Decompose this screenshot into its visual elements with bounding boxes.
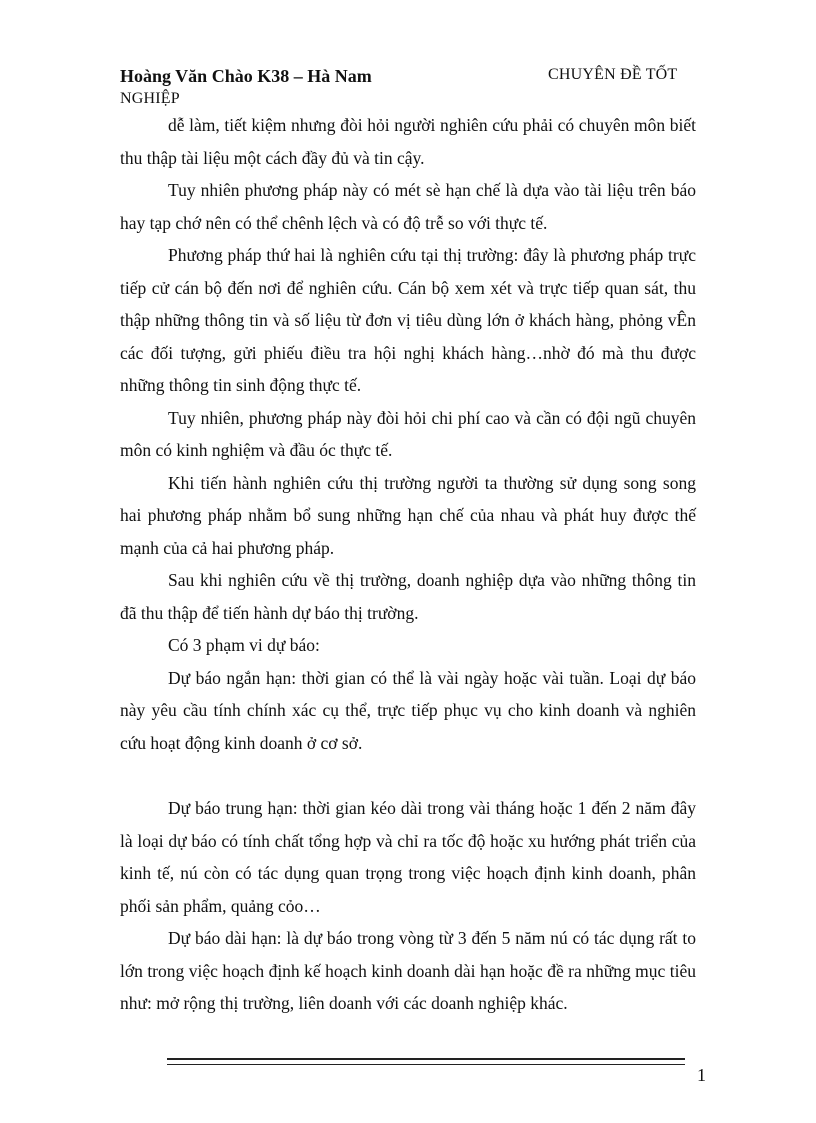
header-title-line-1: CHUYÊN ĐỀ TỐT bbox=[548, 66, 678, 83]
paragraph-medium-term: Dự báo trung hạn: thời gian kéo dài trong vài tháng hoặc 1 đến 2 năm đây là loại dự báo có tính chất tổng hợp và chỉ ra tốc độ hoặc xu hướng phát triển của kinh tế, nú còn có tác dụng quan trọng trong việc hoạch định kinh doanh, phân phối sản phẩm, quảng cỏo… bbox=[120, 798, 696, 916]
paragraph-gap bbox=[120, 759, 696, 792]
page-number: 1 bbox=[697, 1065, 706, 1085]
paragraph-forecasting: Sau khi nghiên cứu về thị trường, doanh nghiệp dựa vào những thông tin đã thu thập để tiến hành dự báo thị trường. bbox=[120, 570, 696, 623]
paragraph-long-term: Dự báo dài hạn: là dự báo trong vòng từ 3 đến 5 năm nú có tác dụng rất to lớn trong việc hoạch định kế hoạch kinh doanh dài hạn hoặc đề ra những mục tiêu như: mở rộng thị trường, liên doanh với các doanh nghiệp khác. bbox=[120, 928, 696, 1013]
paragraph-continuation: dễ làm, tiết kiệm nhưng đòi hỏi người nghiên cứu phải có chuyên môn biết thu thập tài liệu một cách đầy đủ và tin cậy. bbox=[120, 115, 696, 168]
document-body bbox=[120, 109, 696, 1020]
paragraph-limitation: Tuy nhiên phương pháp này có mét sè hạn chế là dựa vào tài liệu trên báo hay tạp chớ nên có thể chênh lệch và có độ trễ so với thực tế. bbox=[120, 180, 696, 233]
footer-double-rule bbox=[167, 1058, 685, 1065]
paragraph-forecast-scopes: Có 3 phạm vi dự báo: bbox=[168, 635, 320, 655]
paragraph-combined-methods: Khi tiến hành nghiên cứu thị trường người ta thường sử dụng song song hai phương pháp nhằm bổ sung những hạn chế của nhau và phát huy được thế mạnh của cả hai phương pháp. bbox=[120, 472, 696, 558]
header-title-line-2: NGHIỆP bbox=[120, 90, 180, 107]
header-author: Hoàng Văn Chào K38 – Hà Nam bbox=[120, 66, 372, 86]
paragraph-cost: Tuy nhiên, phương pháp này đòi hỏi chi phí cao và cần có đội ngũ chuyên môn có kinh nghiệm và đầu óc thực tế. bbox=[120, 407, 696, 460]
paragraph-field-research: Phương pháp thứ hai là nghiên cứu tại thị trường: đây là phương pháp trực tiếp cử cán bộ đến nơi để nghiên cứu. Cán bộ xem xét và trực tiếp quan sát, thu thập những thông tin và số liệu từ đơn vị tiêu dùng lớn ở khách hàng, phỏng vÊn các đối tượng, gửi phiếu điều tra hội nghị khách hàng…nhờ đó mà thu được những thông tin sinh động thực tế. bbox=[120, 245, 696, 395]
paragraph-short-term: Dự báo ngắn hạn: thời gian có thể là vài ngày hoặc vài tuần. Loại dự báo này yêu cầu tính chính xác cụ thể, trực tiếp phục vụ cho kinh doanh và nghiên cứu hoạt động kinh doanh ở cơ sở. bbox=[120, 667, 696, 753]
